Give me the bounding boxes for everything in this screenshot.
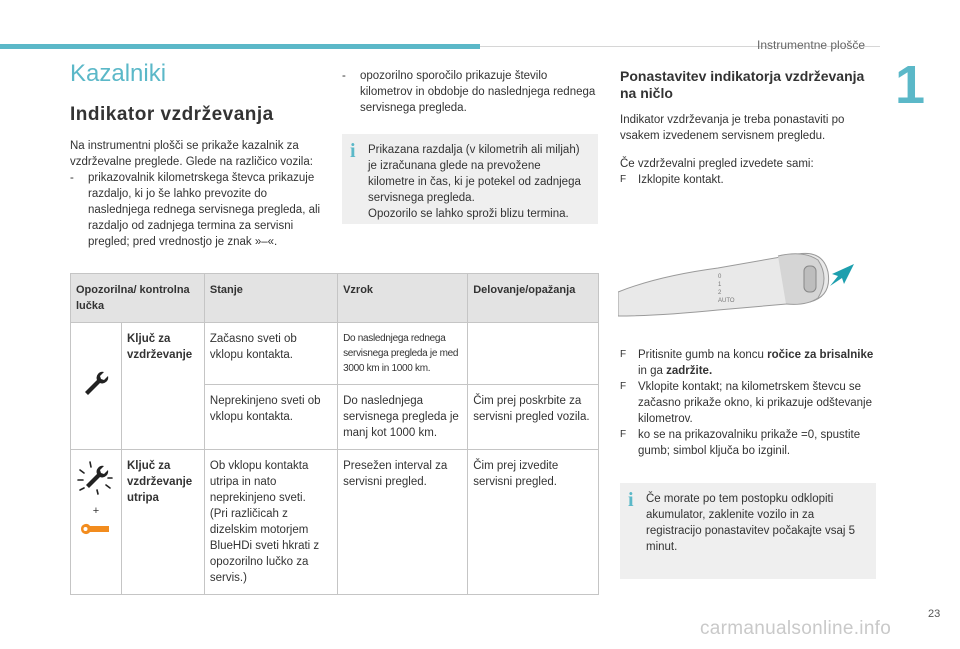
step-marker: F	[620, 349, 627, 360]
stalk-label: 0	[718, 274, 722, 280]
list-item	[70, 170, 330, 250]
step-marker: F	[620, 429, 627, 440]
left-column	[70, 60, 330, 250]
step-text-part: in ga	[638, 365, 667, 377]
lamp-icon-cell	[71, 450, 122, 595]
step-text: ko se na prikazovalniku prikaže =0, spustite gumb; simbol ključa bo izginil.	[638, 429, 861, 457]
info-text-2: Opozorilo se lahko sproži blizu termina.	[368, 208, 569, 220]
lamp-icon-cell	[71, 323, 122, 450]
table-row	[71, 323, 599, 385]
reset-title: Ponastavitev indikatorja vzdrževanja na ničlo	[620, 68, 865, 101]
orange-wrench-icon	[79, 521, 113, 537]
lamp-name: Ključ za vzdrževanje utripa	[122, 450, 205, 595]
column-header: Stanje	[204, 274, 337, 323]
table-row	[71, 450, 599, 595]
step-marker: F	[620, 381, 627, 392]
info-icon: i	[628, 489, 634, 511]
reset-intro: Indikator vzdrževanja je treba ponastaviti po vsakem izvedenem servisnem pregledu.	[620, 114, 845, 142]
step-text-bold: ročice za brisalnike	[767, 349, 874, 361]
step-text: Vklopite kontakt; na kilometrskem števcu se začasno prikaže okno, ki prikazuje odštevanje kilometrov.	[638, 381, 872, 425]
header-accent-bar	[0, 44, 480, 49]
intro-text: Na instrumentni plošči se prikaže kazalnik za vzdrževalne preglede. Glede na različico vozila:	[70, 140, 313, 168]
bullet-marker: -	[70, 172, 74, 184]
bullet-text: prikazovalnik kilometrskega števca prikazuje razdaljo, ki jo še lahko prevozite do naslednjega rednega servisnega pregleda, ali razdaljo od zadnjega termina za servisni pregled; pred vrednostjo je znak »–«.	[88, 172, 321, 248]
bullet-marker: -	[342, 70, 346, 82]
right-column	[620, 68, 876, 579]
list-item	[342, 68, 598, 116]
step-item	[620, 172, 876, 188]
chapter-number: 1	[895, 55, 926, 115]
flashing-wrench-icon	[76, 460, 116, 496]
table-cell	[468, 323, 599, 385]
wiper-stalk-illustration	[618, 246, 878, 326]
info-box	[620, 483, 876, 579]
table-cell: Do naslednjega servisnega pregleda je manj kot 1000 km.	[338, 385, 468, 450]
info-text: Če morate po tem postopku odklopiti akumulator, zaklenite vozilo in za registracijo ponastavitev počakajte vsaj 5 minut.	[646, 493, 856, 553]
column-header: Delovanje/opažanja	[468, 274, 599, 323]
step-text-part: Pritisnite gumb na koncu	[638, 349, 768, 361]
table-cell: Neprekinjeno sveti ob vklopu kontakta.	[204, 385, 337, 450]
table-cell: Čim prej izvedite servisni pregled.	[468, 450, 599, 595]
page-title: Kazalniki	[70, 60, 167, 87]
warning-lamp-table	[70, 273, 599, 595]
table-cell: Do naslednjega rednega servisnega pregleda je med 3000 km in 1000 km.	[338, 323, 468, 385]
step-text	[638, 347, 876, 379]
step-item	[620, 379, 876, 427]
column-header: Vzrok	[338, 274, 468, 323]
table-cell: Čim prej poskrbite za servisni pregled vozila.	[468, 385, 599, 450]
stalk-label: 1	[718, 282, 722, 288]
lamp-name: Ključ za vzdrževanje	[122, 323, 205, 450]
step-text: Izklopite kontakt.	[638, 174, 724, 186]
table-cell: Presežen interval za servisni pregled.	[338, 450, 468, 595]
page-number: 23	[928, 608, 941, 620]
step-item	[620, 347, 876, 379]
middle-column	[342, 68, 598, 224]
step-text-bold: zadržite.	[666, 365, 713, 377]
step-marker: F	[620, 174, 627, 185]
column-header: Opozorilna/ kontrolna lučka	[71, 274, 205, 323]
subsection-title: Indikator vzdrževanja	[70, 104, 274, 125]
info-text: Prikazana razdalja (v kilometrih ali miljah) je izračunana glede na prevožene kilometre in čas, ki je potekel od zadnjega servisnega pregleda.	[368, 144, 581, 204]
stalk-label: AUTO	[718, 298, 735, 304]
info-box	[342, 134, 598, 224]
table-cell: Ob vklopu kontakta utripa in nato neprekinjeno sveti. (Pri različicah z dizelskim motorjem BlueHDi sveti hkrati z opozorilno lučko za servis.)	[204, 450, 337, 595]
step-item	[620, 427, 876, 459]
watermark: carmanualsonline.info	[700, 618, 892, 639]
table-cell: Začasno sveti ob vklopu kontakta.	[204, 323, 337, 385]
self-service-text: Če vzdrževalni pregled izvedete sami:	[620, 158, 814, 170]
press-arrow-icon	[830, 264, 854, 286]
wrench-icon	[82, 370, 110, 398]
table-header-row	[71, 274, 599, 323]
section-title: Instrumentne plošče	[757, 38, 866, 52]
stalk-label: 2	[718, 290, 722, 296]
bullet-text: opozorilno sporočilo prikazuje število kilometrov in obdobje do naslednjega rednega servisnega pregleda.	[360, 70, 596, 114]
plus-sign: +	[92, 505, 100, 517]
info-icon: i	[350, 140, 356, 162]
